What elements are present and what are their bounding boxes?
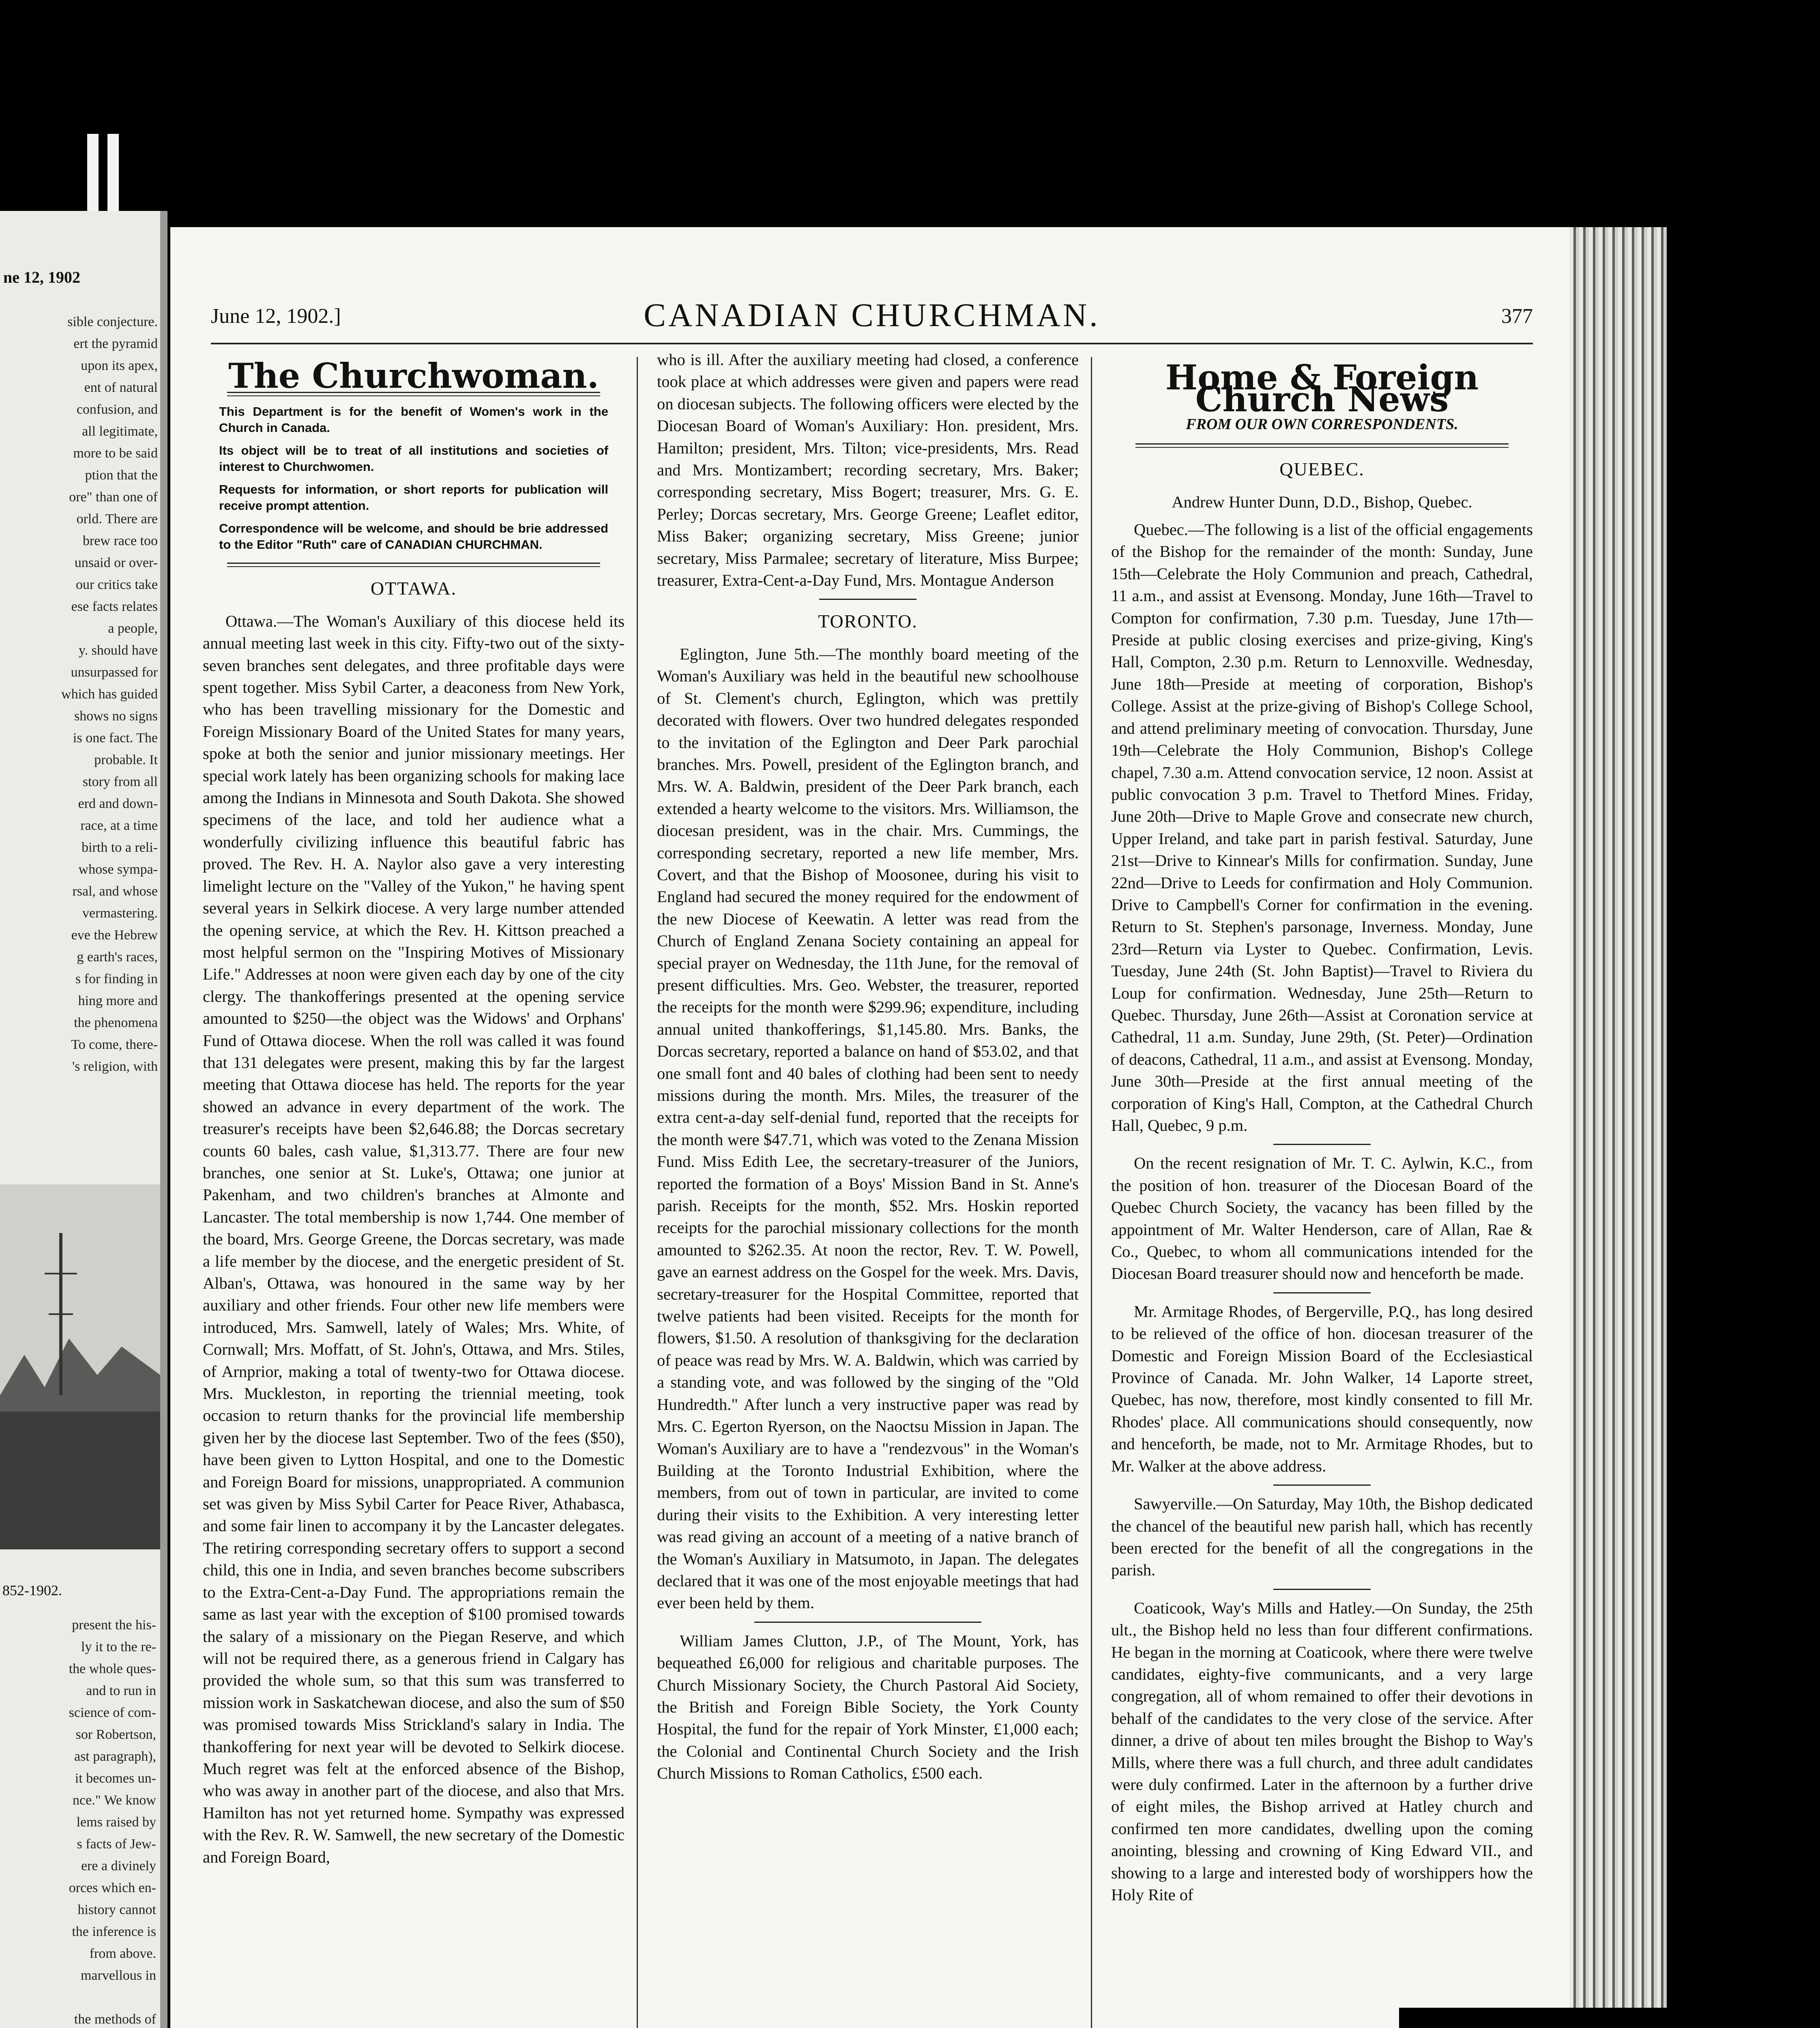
article-rule [754,1622,981,1623]
section-rule [819,599,916,600]
notice-line: This Department is for the benefit of Women's work in the Church in Canada. [219,404,608,435]
church-news-rule [1135,443,1509,448]
article-quebec-engagements: Quebec.—The following is a list of the official engagements of the Bishop for the remainder of the month: Sunday, June 15th—Celebrate the Holy Communion and preach, Cathedral, 11 a.m., and assist at Evensong. Monday, June 16th—Travel to Compton for confirmation, 7.30 p.m. Tuesday, June 17th—Preside at public closing exercises and prize-giving, King's Hall, Compton, 2.30 p.m. Return to Lennoxville. Wednesday, June 18th—Preside at meeting of corporation, Bishop's College. Assist at the prize-giving of Bishop's College School, and attend preliminary meeting of convocation. Thursday, June 19th—Celebrate the Holy Communion, Bishop's College chapel, 7.30 a.m. Attend convocation service, 12 noon. Assist at public convocation 3 p.m. Travel to Thetford Mines. Friday, June 20th—Drive to Maple Grove and consecrate new church, Upper Ireland, and take part in parish festival. Saturday, June 21st—Drive to Kinnear's Mills for confirmation. Sunday, June 22nd—Drive to Leeds for confirmation and Holy Communion. Drive to Campbell's Corner for confirmation in the evening. Return to St. Stephen's parsonage, Inverness. Monday, June 23rd—Return via Lyster to Quebec. Confirmation, Levis. Tuesday, June 24th (St. John Baptist)—Travel to Riviera du Loup for confirmation. Wednesday, June 25th—Return to Quebec. Thursday, June 26th—Assist at Coronation service at Cathedral, 11 a.m. Sunday, June 29th, (St. Peter)—Ordination of deacons, Cathedral, 11 a.m., and assist at Evensong. Monday, June 30th—Preside at the first annual meeting of the corporation of King's Hall, Compton, at the Cathedral Church Hall, Quebec, 9 p.m. [1111,520,1533,1134]
article-sawyerville: Sawyerville.—On Saturday, May 10th, the Bishop dedicated the chancel of the beautiful new parish hall, which has recently been erected for the benefit of all the congregations in the parish. [1111,1495,1533,1579]
bishop-line: Andrew Hunter Dunn, D.D., Bishop, Quebec. [1172,492,1472,511]
column-middle [657,349,1079,1790]
column-divider-1 [637,357,638,2028]
article-aylwin-resignation: On the recent resignation of Mr. T. C. Aylwin, K.C., from the position of hon. treasurer of the Diocesan Board of the Quebec Church Society, the vacancy has been filled by the appointment of Mr. Walter Henderson, care of Allan, Rae & Co., Quebec, to whom all communications intended for the Diocesan Board treasurer should now and henceforth be made. [1111,1154,1533,1283]
left-facing-page [0,211,167,2028]
newspaper-page [170,227,1569,2028]
section-rule [1273,1484,1371,1486]
scan-shadow [1399,2008,1764,2028]
left-page-text-bottom: present the his- ly it to the re- the whole ques- and to run in science of com- sor Robertson, ast paragraph), it becomes un- nce." We know lems raised by s facts of Jew- ere a divinely orces which en- history cannot the inference is from above. marvellous in the methods of [69,1618,156,2027]
church-news-subhead: FROM OUR OWN CORRESPONDENTS. [1186,415,1458,433]
article-clutton-bequest: William James Clutton, J.P., of The Mount, York, has bequeathed £6,000 for religious and charitable purposes. The Church Missionary Society, the Church Pastoral Aid Society, the British and Foreign Bible Society, the York County Hospital, the fund for the repair of York Minster, £1,000 each; the Colonial and Continental Church Society and the Irish Church Missions to Roman Catholics, £500 each. [657,1631,1079,1783]
column-church-news [1111,349,1533,1912]
notice-rule [227,563,600,567]
church-news-masthead: Home & Foreign Church News [1165,357,1479,420]
section-heading-ottawa: OTTAWA. [370,578,457,599]
header-title: CANADIAN CHURCHMAN. [644,296,1100,333]
article-coaticook: Coaticook, Way's Mills and Hatley.—On Sunday, the 25th ult., the Bishop held no less than four different confirmations. He began in the morning at Coaticook, where there were twelve candidates, eighty-five communicants, and a very large congregation, all of whom remained to offer their devotions in behalf of the candidates to the very close of the service. After dinner, a drive of about ten miles brought the Bishop to Way's Mills, where there was a full church, and three adult candidates were duly confirmed. Later in the afternoon by a further drive of eight miles, the Bishop arrived at Hatley church and confirmed ten more candidates, dwelling upon the coming anointing, blessing and crowning of King Edward VII., and showing to a large and interested body of worshippers how the Holy Rite of [1111,1598,1533,1904]
page-stack-edge [1569,227,1667,2028]
article-toronto: Eglington, June 5th.—The monthly board meeting of the Woman's Auxiliary was held in the beautiful new schoolhouse of St. Clement's church, Eglington, which was prettily decorated with flowers. Over two hundred delegates responded to the invitation of the Eglington and Deer Park parochial branches. Mrs. Powell, president of the Eglington branch, and Mrs. W. A. Baldwin, president of the Deer Park branch, each extended a hearty welcome to the visitors. Mrs. Williamson, the diocesan president, was in the chair. Mrs. Cummings, the corresponding secretary, reported a new life member, Mrs. Covert, and that the Bishop of Moosonee, during his visit to England had secured the money required for the endowment of the new Diocese of Keewatin. A letter was read from the Church of England Zenana Society containing an appeal for special prayer on Wednesday, the 11th June, for the removal of present difficulties. Mrs. Geo. Webster, the treasurer, reported the receipts for the month were $299.96; expenditure, including annual united thankofferings, $1,145.80. Mrs. Banks, the Dorcas secretary, reported a balance on hand of $53.02, and that one small font and 40 bales of clothing had been sent to needy missions during the month. Mrs. Miles, the treasurer of the extra cent-a-day self-denial fund, reported that the receipts for the month were $47.71, which was voted to the Zenana Mission Fund. Miss Edith Lee, the secretary-treasurer of the Juniors, reported the formation of a Boys' Mission Band in St. Anne's parish. Receipts for the month, $52. Mrs. Hoskin reported receipts for the parochial missionary collections for the month amounted to $262.35. At noon the rector, Rev. T. W. Powell, gave an earnest address on the Gospel for the week. Mrs. Davis, secretary-treasurer for the Hospital Committee, reported that twelve patients had been visited. Receipts for the month for flowers, $1.50. A resolution of thanksgiving for the declaration of peace was read by Mrs. W. A. Baldwin, which was carried by a standing vote, and was followed by the singing of the "Old Hundredth." After lunch a very instructive paper was read by Mrs. C. Egerton Ryerson, on the Naoctsu Mission in Japan. The Woman's Auxiliary are to have a "rendezvous" in the Woman's Building at the Toronto Industrial Exhibition, where the members, from out of town in particular, are invited to come during their visits to the Exhibition. A very interesting letter was read giving an account of a meeting of a native branch of the Woman's Auxiliary in Matsumoto, in Japan. The delegates declared that it was one of the most enjoyable meetings that had ever been held by them. [657,644,1079,1612]
section-rule [1273,1292,1371,1293]
article-ottawa: Ottawa.—The Woman's Auxiliary of this diocese held its annual meeting last week in this city. Fifty-two out of the sixty-seven branches sent delegates, and three profitable days were spent together. Miss Sybil Carter, a deaconess from New York, who has been travelling missionary for the Domestic and Foreign Missionary Board of the United States for many years, spoke at both the senior and junior missionary meetings. Her special work lately has been organizing schools for making lace among the Indians in Minnesota and South Dakota. She showed specimens of the lace, and told her audience what a wonderfully civilizing influence this beautiful fabric has proved. The Rev. H. A. Naylor also gave a very interesting limelight lecture on the "Valley of the Yukon," he having spent several years in Selkirk diocese. A very large number attended the opening service, at which the Rev. H. Kittson preached a most helpful sermon on the "Inspiring Motives of Missionary Life." Addresses at noon were given each day by one of the city clergy. The thankofferings presented at the opening service amounted to $250—the object was the Widows' and Orphans' Fund of Ottawa diocese. When the roll was called it was found that 131 delegates were present, making this by far the largest meeting that Ottawa diocese has held. The reports for the year showed an advance in every department of the work. The treasurer's receipts have been $2,646.88; the Dorcas secretary counts 60 bales, cash value, $1,313.77. There are four new branches, one senior at St. Luke's, Ottawa; one junior at Pakenham, and two children's branches at Almonte and Lancaster. The total membership is now 1,744. One member of the board, Mrs. George Greene, the Dorcas secretary, was made a life member by the diocese, and the energetic president of St. Alban's, Ottawa, was honoured in the same way by her auxiliary and other friends. Four other new life members were introduced, Mrs. Samwell, lately of Wales; Mrs. White, of Cornwall; Mrs. Moffatt, of St. John's, Ottawa, and Mrs. Stiles, of Arnprior, making a total of twenty-two for Ottawa diocese. Mrs. Muckleston, in reporting the triennial meeting, took occasion to return thanks for the provincial life membership given her by the diocese last September. Two of the fees ($50), have been given to Lytton Hospital, and one to the Domestic and Foreign Board for missions, unappropriated. A communion set was given by Miss Sybil Carter for Peace River, Athabasca, and some fair linen to accompany it by the Lancaster delegates. The retiring corresponding secretary offers to support a second child, this one in India, and seven branches become subscribers to the Extra-Cent-a-Day Fund. The appropriations remain the same as last year with the exception of $100 promised towards the salary of a missionary on the Piegan Reserve, and which will not be required there, as a generous friend in Calgary has provided the whole sum, so that this sum was transferred to mission work in Saskatchewan diocese, and also the sum of $50 was promised towards Miss Strickland's salary in India. The thankoffering for next year will be devoted to Selkirk diocese. Much regret was felt at the enforced absence of the Bishop, who was away in another part of the diocese, and also that Mrs. Hamilton has not yet returned home. Sympathy was expressed with the Rev. R. W. Samwell, the new secretary of the Domestic and Foreign Board, [203,612,625,1866]
page-number: 377 [1501,305,1533,328]
article-ottawa-continued: who is ill. After the auxiliary meeting had closed, a conference took place at which addresses were given and papers were read on diocesan subjects. The following officers were elected by the Diocesan Board of Woman's Auxiliary: Hon. president, Mrs. Hamilton; president, Mrs. Tilton; vice-presidents, Mrs. Read and Mrs. Montizambert; recording secretary, Mrs. Baker; corresponding secretary, Miss Bogert; treasurer, Mrs. G. E. Perley; Dorcas secretary, Mrs. George Greene; Leaflet editor, Miss Baker; organizing secretary, Miss Greene; junior secretary, Miss Parmalee; secretary of literature, Miss Burpee; treasurer, Extra-Cent-a-Day Fund, Mrs. Montague Anderson [657,350,1079,590]
left-page-date: ne 12, 1902 [3,268,80,286]
section-heading-toronto: TORONTO. [818,611,918,632]
department-notice [219,404,608,553]
section-rule [1273,1144,1371,1145]
notice-line: Requests for information, or short reports for publication will receive prompt attention. [219,482,608,513]
notice-line: Its object will be to treat of all institutions and societies of interest to Churchwomen. [219,443,608,474]
column-churchwoman [203,349,625,1874]
page-header [211,296,1533,341]
column-divider-2 [1091,357,1092,2028]
header-rule [211,343,1533,344]
notice-line: Correspondence will be welcome, and should be brie addressed to the Editor "Ruth" care of CANADIAN CHURCHMAN. [219,521,608,552]
section-heading-quebec: QUEBEC. [1279,459,1365,480]
photo-illustration [0,1184,160,1549]
left-page-text-top: sible conjecture. ert the pyramid upon its apex, ent of natural confusion, and all legitimate, more to be said ption that the ore" than one of orld. There are brew race too unsaid or over- our critics take ese facts relates a people, y. should have unsurpassed for which has guided shows no signs is one fact. The probable. It story from all erd and down- race, at a time birth to a reli- whose sympa- rsal, and whose vermastering. eve the Hebrew g earth's races, s for finding in hing more and the phenomena To come, there- 's religion, with [61,314,158,1074]
left-page-photo [0,1184,160,1549]
photo-caption: 852-1902. [2,1582,62,1598]
churchwoman-masthead: The Churchwoman. [228,356,599,396]
section-rule [1273,1589,1371,1590]
header-date: June 12, 1902.] [211,305,341,328]
article-rhodes-treasurer: Mr. Armitage Rhodes, of Bergerville, P.Q., has long desired to be relieved of the office of hon. diocesan treasurer of the Domestic and Foreign Mission Board of the Ecclesiastical Province of Canada. Mr. John Walker, 14 Laporte street, Quebec, has now, therefore, most kindly consented to fill Mr. Rhodes' place. All communications should consequently, now and henceforth, be made, not to Mr. Armitage Rhodes, but to Mr. Walker at the above address. [1111,1302,1533,1475]
